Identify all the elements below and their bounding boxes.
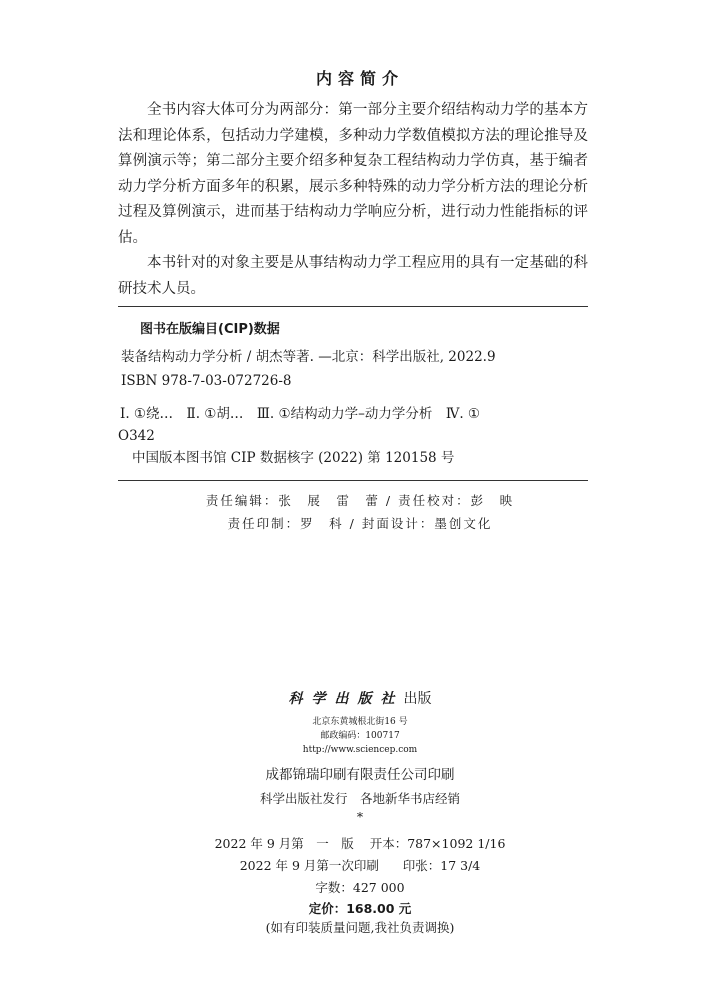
publisher-address: 北京东黄城根北街16 号 xyxy=(312,717,408,727)
cip-record: 装备结构动力学分析 / 胡杰等著. —北京：科学出版社, 2022.9 xyxy=(121,349,496,365)
word-count: 字数：427 000 xyxy=(315,880,405,895)
sheets-info: 印张：17 3/4 xyxy=(402,858,481,873)
publisher-postcode: 邮政编码：100717 xyxy=(320,731,400,741)
format-info: 开本：787×1092 1/16 xyxy=(369,836,506,851)
printing-row xyxy=(0,856,720,874)
credits-line-1: 责任编辑：张 展 雷 蕾 / 责任校对：彭 映 xyxy=(205,493,515,508)
edition-row xyxy=(0,834,720,852)
summary-title: 内容简介 xyxy=(315,69,404,88)
edition-info: 2022 年 9 月第 一 版 xyxy=(214,836,354,851)
cip-verification: 中国版本图书馆 CIP 数据核字 (2022) 第 120158 号 xyxy=(132,450,455,466)
cip-isbn: ISBN 978-7-03-072726-8 xyxy=(121,373,292,389)
cip-classification-code: O342 xyxy=(118,428,155,444)
summary-text xyxy=(118,98,588,302)
cip-classification-line: Ⅰ. ①绕… Ⅱ. ①胡… Ⅲ. ①结构动力学–动力学分析 Ⅳ. ① xyxy=(120,406,481,422)
printing-info: 2022 年 9 月第一次印刷 xyxy=(239,858,379,873)
summary-paragraph-1: 全书内容大体可分为两部分：第一部分主要介绍结构动力学的基本方法和理论体系，包括动力学建模，多种动力学数值模拟方法的理论推导及算例演示等；第二部分主要介绍多种复杂工程结构动力学仿真，基于编者动力学分析方面多年的积累，展示多种特殊的动力学分析方法的理论分析过程及算例演示，进而基于结构动力学响应分析，进行动力性能指标的评估。 xyxy=(118,102,588,246)
distribution-line: 科学出版社发行 各地新华书店经销 xyxy=(259,791,460,806)
price: 定价：168.00 元 xyxy=(308,901,412,916)
printer-line: 成都锦瑞印刷有限责任公司印刷 xyxy=(265,767,455,783)
separator-star: * xyxy=(356,809,364,824)
quality-notice: (如有印装质量问题,我社负责调换) xyxy=(265,920,455,935)
publisher-name xyxy=(0,688,720,708)
publisher-logo-text: 科学出版社 xyxy=(288,691,404,707)
cip-heading: 图书在版编目(CIP)数据 xyxy=(140,322,280,337)
cip-top-rule xyxy=(118,306,588,307)
publisher-suffix: 出版 xyxy=(403,691,432,707)
credits-line-2: 责任印制：罗 科 / 封面设计：墨创文化 xyxy=(227,516,493,531)
publisher-website: http://www.sciencep.com xyxy=(302,745,418,755)
cip-classification xyxy=(118,403,582,447)
cip-bottom-rule xyxy=(118,480,588,481)
summary-paragraph-2: 本书针对的对象主要是从事结构动力学工程应用的具有一定基础的科研技术人员。 xyxy=(118,255,588,297)
